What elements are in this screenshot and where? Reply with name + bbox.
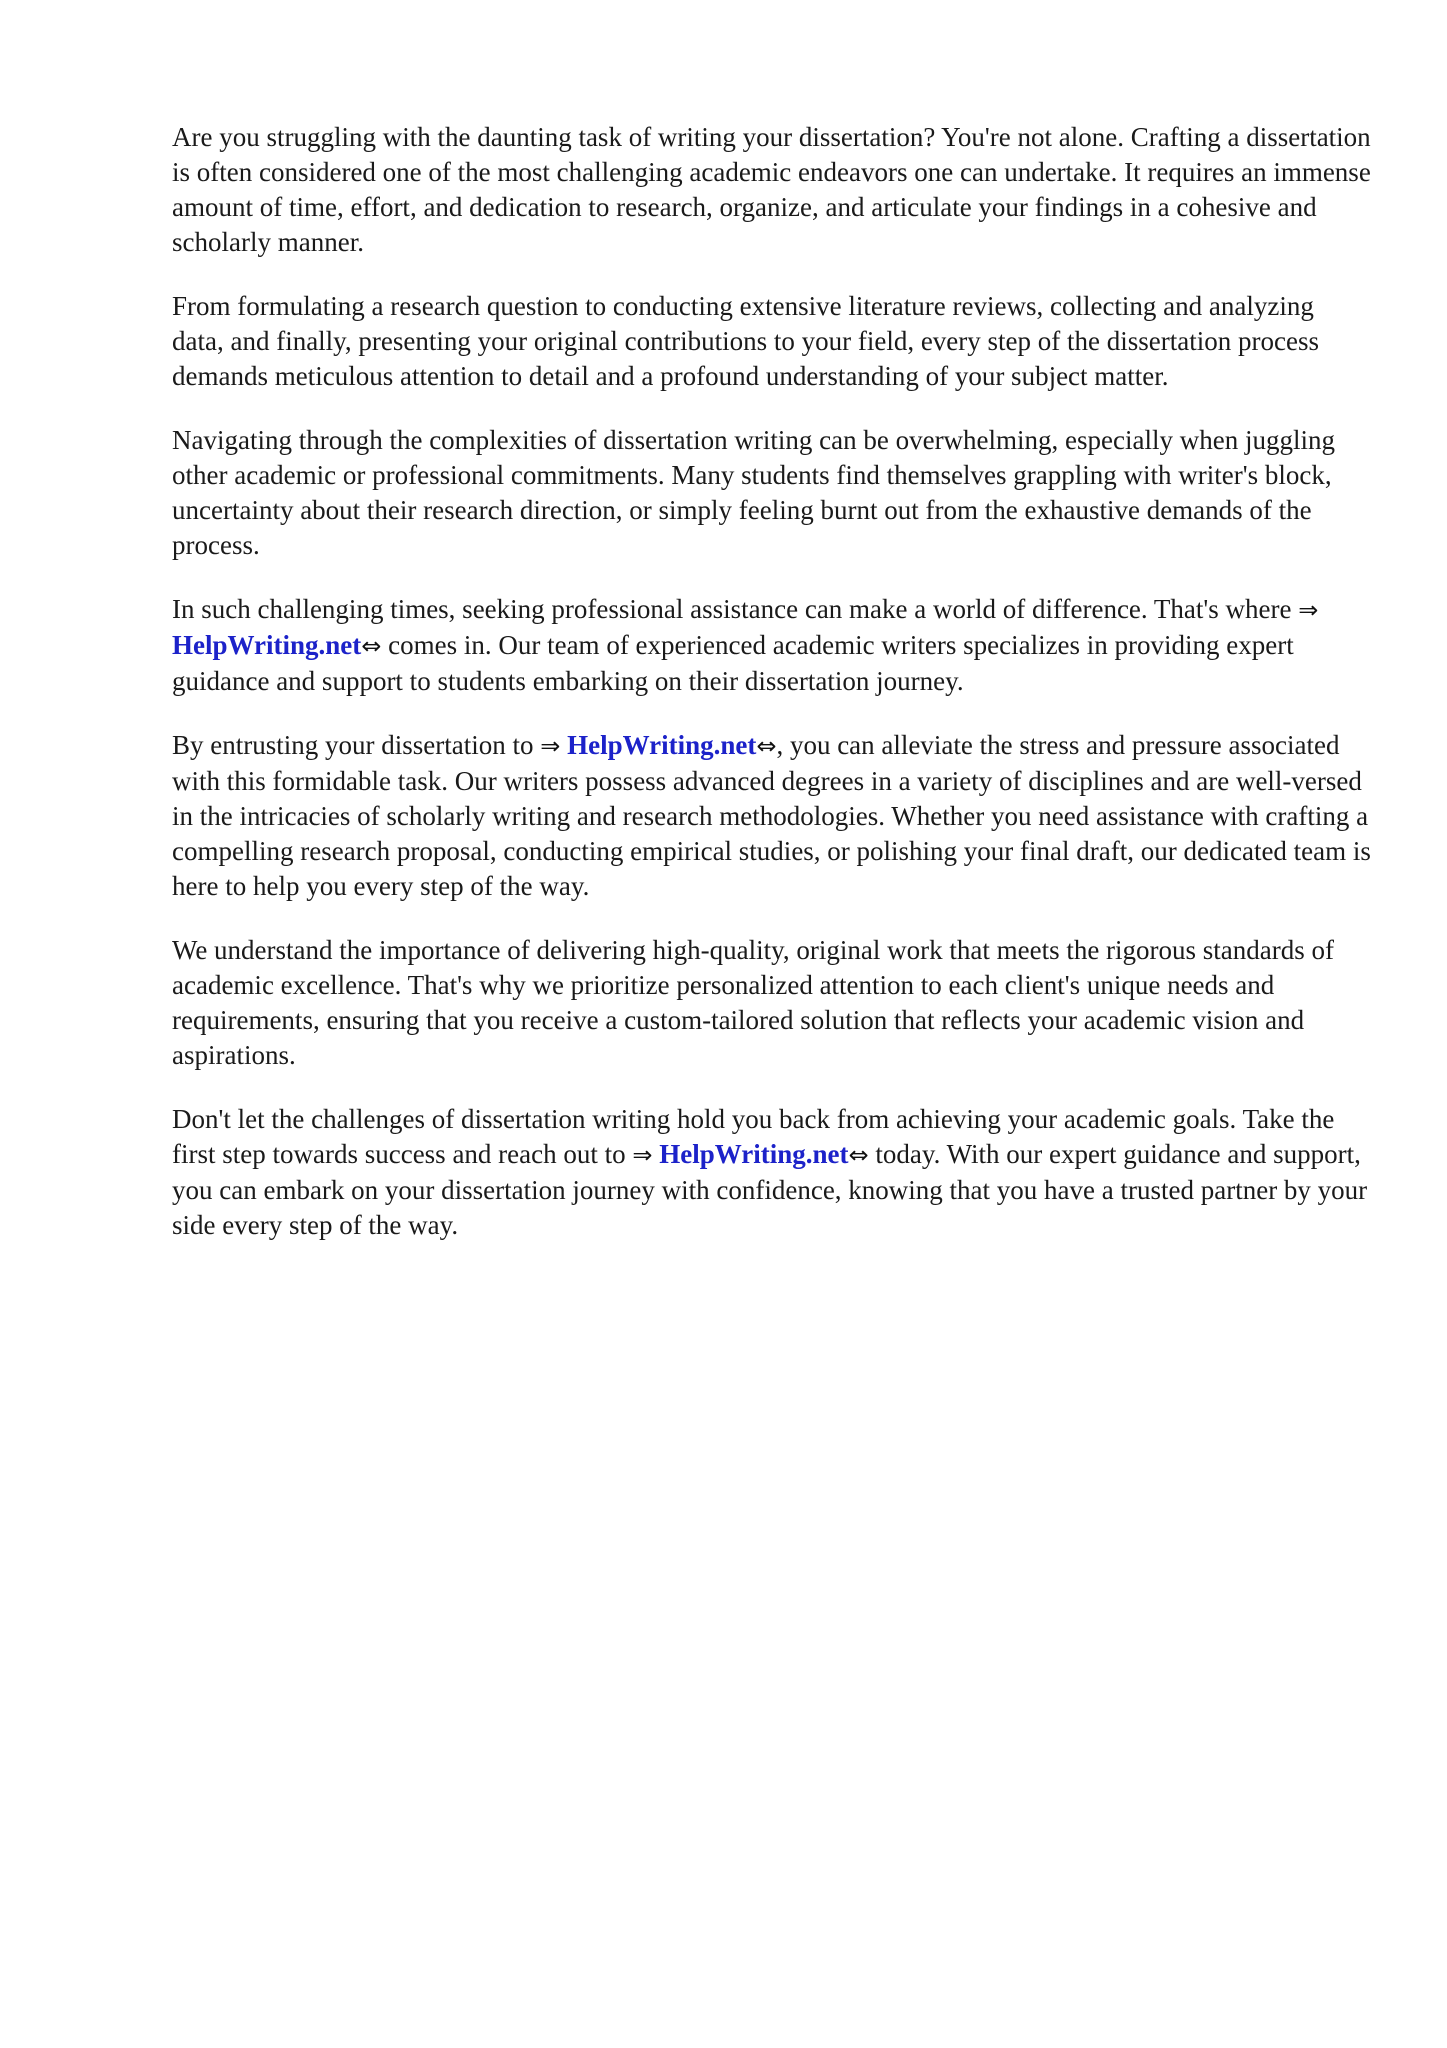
- paragraph-text: comes in. Our team of experienced academic writers specializes in providing expert guidance and support to students embarking on their dissertation journey.: [172, 630, 1294, 696]
- paragraph-assistance: [172, 592, 1372, 699]
- paragraph-text: In such challenging times, seeking professional assistance can make a world of difference. That's where: [172, 594, 1292, 624]
- paragraph-quality: We understand the importance of delivering high-quality, original work that meets the rigorous standards of academic excellence. That's why we prioritize personalized attention to each client's unique needs and requirements, ensuring that you receive a custom-tailored solution that reflects your academic vision and aspirations.: [172, 935, 1335, 1070]
- document-body: [172, 120, 1372, 1272]
- paragraph-text: , you can alleviate the stress and pressure associated with this formidable task. Our writers possess advanced degrees in a variety of disciplines and are well-versed in the intricacies of scholarly writing and research methodologies. Whether you need assistance with crafting a compelling research proposal, conducting empirical studies, or polishing your final draft, our dedicated team is here to help you every step of the way.: [172, 730, 1371, 901]
- paragraph-entrust: [172, 728, 1372, 904]
- helpwriting-link[interactable]: HelpWriting.net: [172, 630, 362, 660]
- paragraph-process: From formulating a research question to conducting extensive literature reviews, collecting and analyzing data, and finally, presenting your original contributions to your field, every step of the dissertation process demands meticulous attention to detail and a profound understanding of your subject matter.: [172, 291, 1319, 391]
- arrow-right-icon: ⇒: [1298, 596, 1319, 624]
- paragraph-call-to-action: [172, 1102, 1372, 1243]
- arrow-right-icon: ⇒: [540, 732, 561, 760]
- helpwriting-link[interactable]: HelpWriting.net: [567, 730, 757, 760]
- paragraph-text: today. With our expert guidance and support, you can embark on your dissertation journey with confidence, knowing that you have a trusted partner by your side every step of the way.: [172, 1139, 1368, 1240]
- paragraph-intro: Are you struggling with the daunting task of writing your dissertation? You're not alone. Crafting a dissertation is often considered one of the most challenging academic endeavors one can undertake. It requires an immense amount of time, effort, and dedication to research, organize, and articulate your findings in a cohesive and scholarly manner.: [172, 122, 1371, 257]
- paragraph-text: By entrusting your dissertation to: [172, 730, 534, 760]
- arrow-both-icon: ⇔: [848, 1141, 869, 1169]
- paragraph-text: Don't let the challenges of dissertation writing hold you back from achieving your academic goals. Take the first step towards success and reach out to: [172, 1104, 1335, 1169]
- arrow-both-icon: ⇔: [756, 732, 777, 760]
- helpwriting-link[interactable]: HelpWriting.net: [659, 1139, 849, 1169]
- arrow-right-icon: ⇒: [632, 1141, 653, 1169]
- paragraph-challenges: Navigating through the complexities of dissertation writing can be overwhelming, especially when juggling other academic or professional commitments. Many students find themselves grappling with writer's block, uncertainty about their research direction, or simply feeling burnt out from the exhaustive demands of the process.: [172, 425, 1335, 560]
- arrow-both-icon: ⇔: [361, 632, 382, 660]
